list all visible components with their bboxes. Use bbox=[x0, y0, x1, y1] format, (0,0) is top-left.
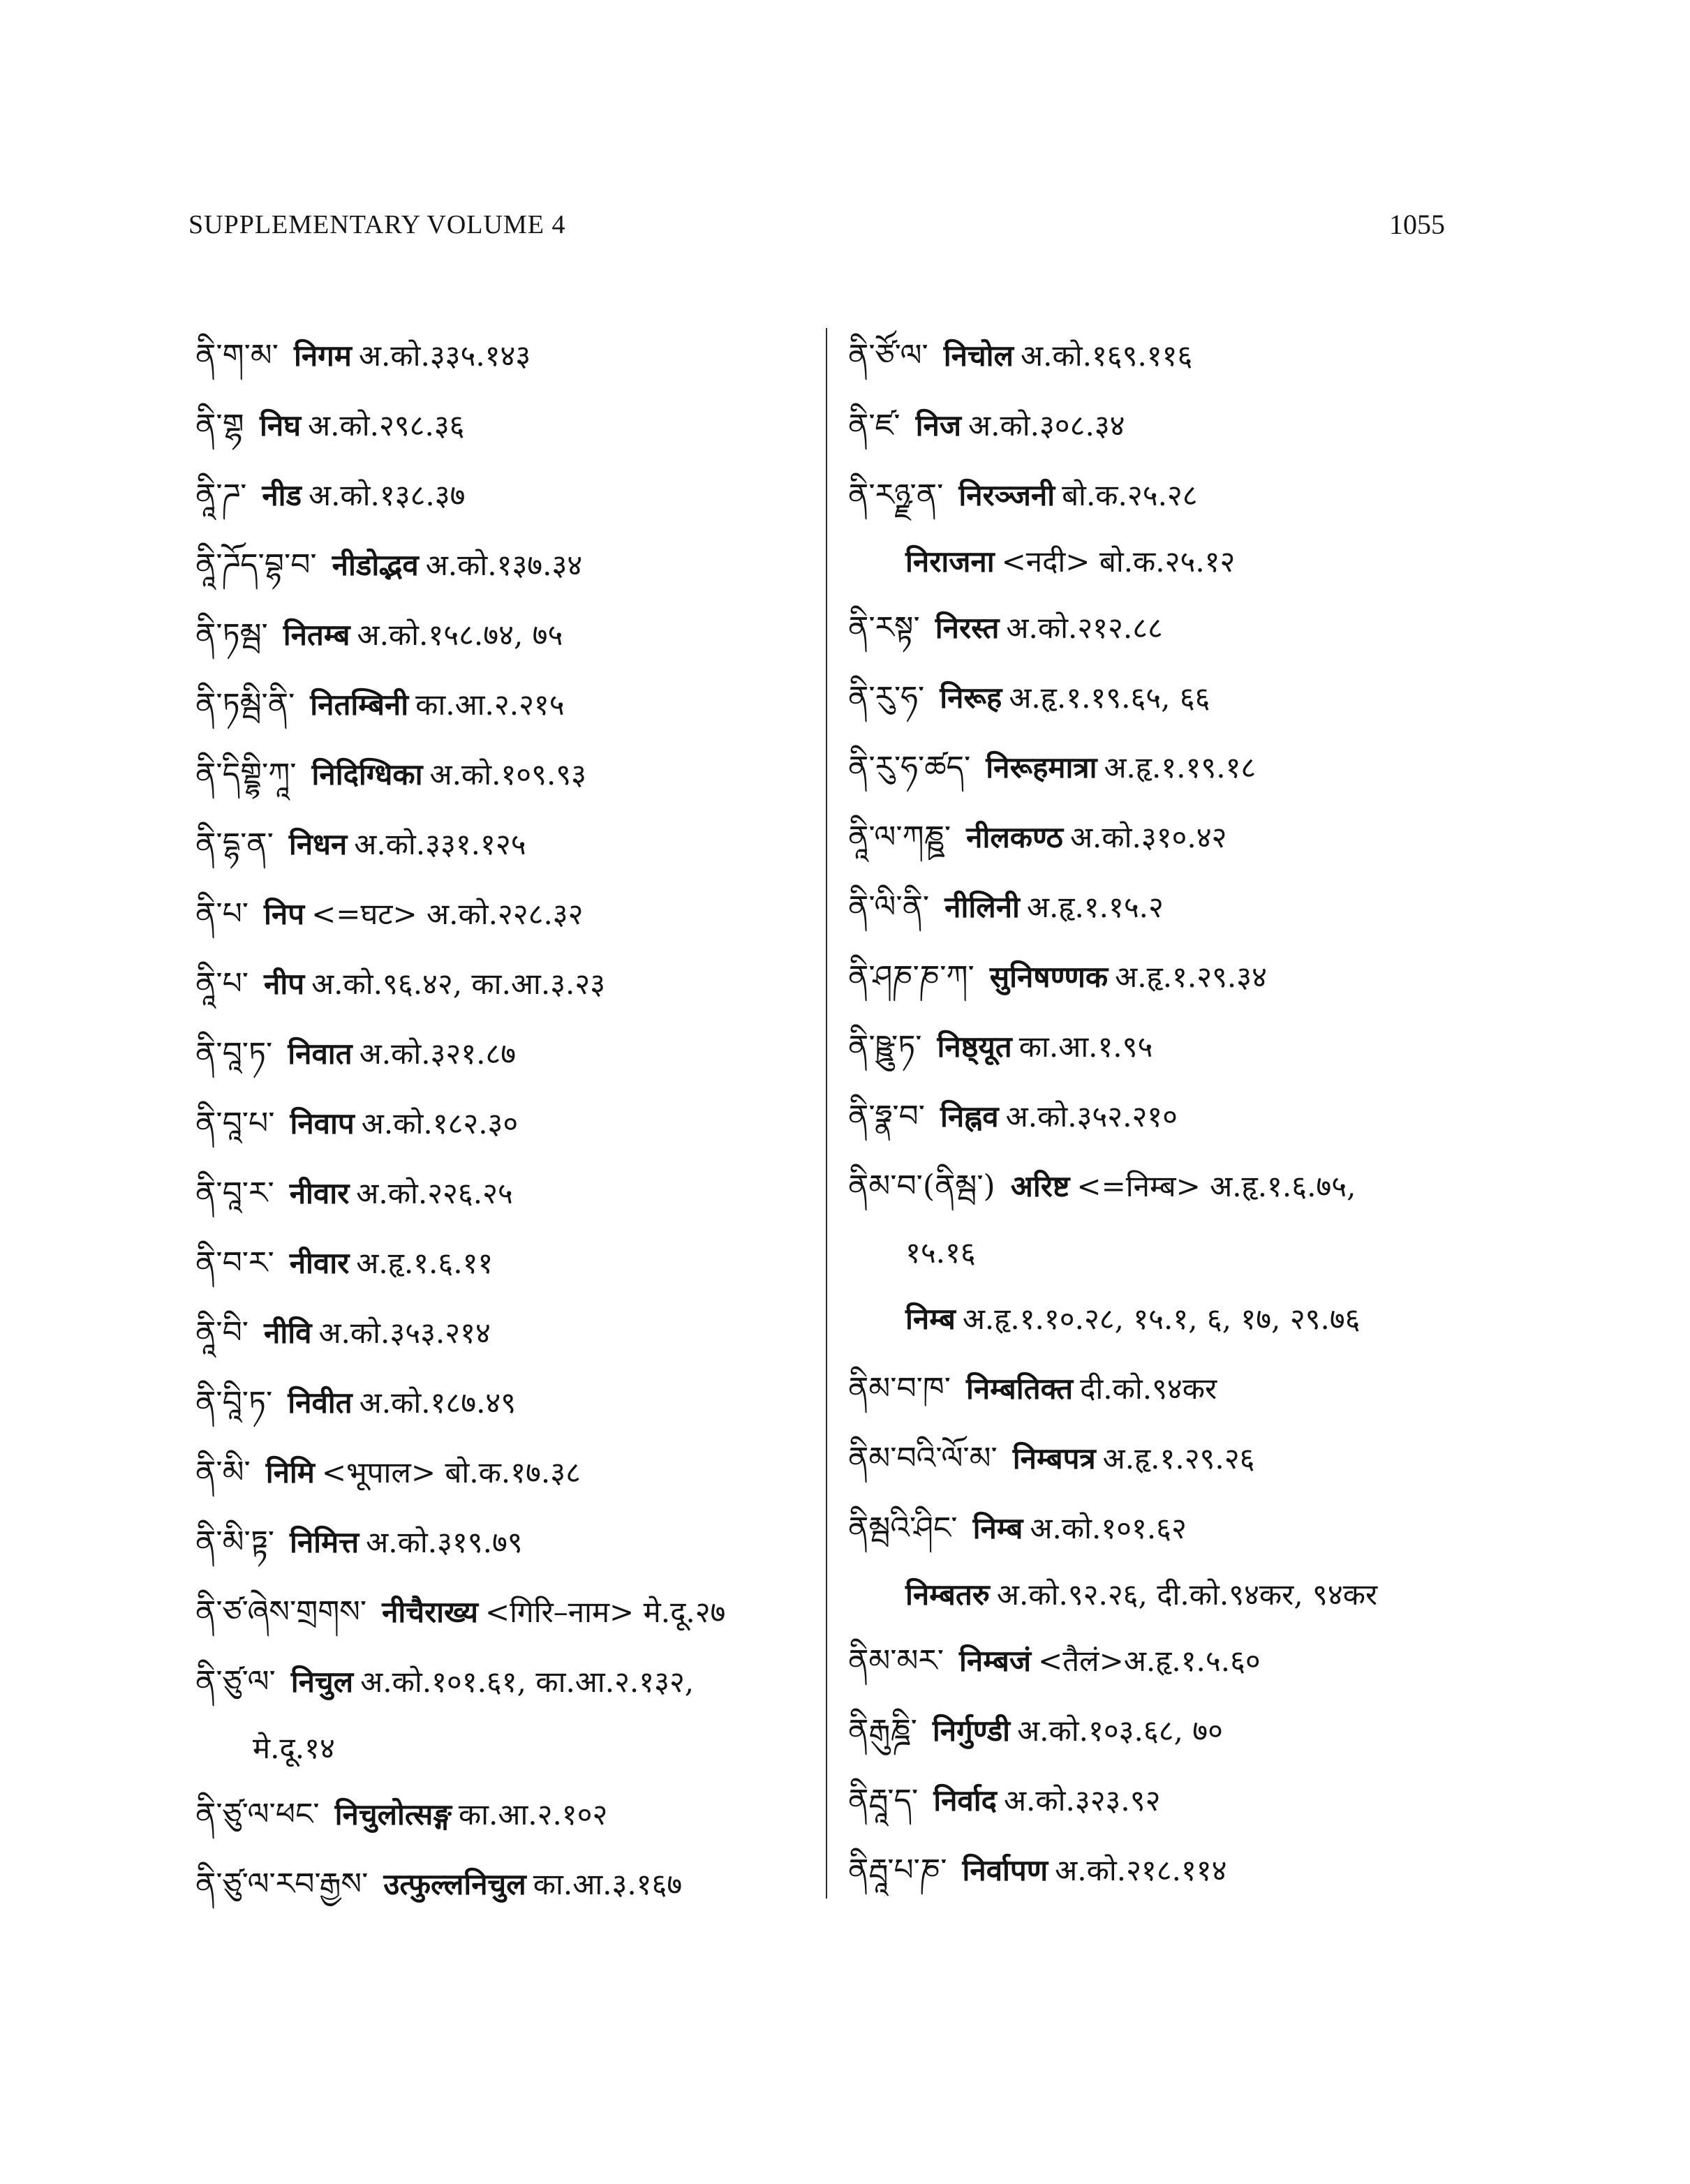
dictionary-entry bbox=[195, 1159, 817, 1228]
source-reference: अ.को.३२३.९२ bbox=[1003, 1783, 1161, 1818]
dictionary-entry bbox=[195, 670, 817, 740]
tibetan-headword: ནི་ཥྛུ་ཏ་ bbox=[848, 1029, 922, 1064]
source-reference: अ.को.१८२.३० bbox=[361, 1106, 519, 1141]
tibetan-headword: ནི་ཛ་ bbox=[848, 408, 900, 443]
sanskrit-equivalent: निम्बतरु bbox=[905, 1577, 990, 1612]
entry-continuation bbox=[848, 530, 1462, 593]
tibetan-headword: ནཱི་ལ་ཀཎྛ་ bbox=[848, 819, 951, 855]
right-column bbox=[848, 321, 1462, 1906]
dictionary-entry bbox=[848, 1284, 1462, 1354]
dictionary-entry bbox=[195, 1438, 817, 1508]
tibetan-headword: ནི་བཱ་ར་ bbox=[195, 1175, 274, 1211]
sanskrit-equivalent: निर्वाद bbox=[933, 1783, 997, 1818]
tibetan-headword: ནི་རཉྫ་ན་ bbox=[848, 477, 944, 513]
sanskrit-equivalent: सुनिषण्णक bbox=[989, 960, 1109, 994]
dictionary-entry bbox=[195, 1019, 817, 1089]
dictionary-entry bbox=[195, 1228, 817, 1298]
tibetan-headword: ནི་ཧྣ་བ་ bbox=[848, 1099, 925, 1134]
tibetan-headword: ནི་བཱི་ཏ་ bbox=[195, 1385, 273, 1420]
source-reference: अ.को.१०१.६२ bbox=[1030, 1511, 1187, 1545]
dictionary-entry bbox=[848, 733, 1462, 803]
sanskrit-equivalent: निर्गुण्डी bbox=[932, 1714, 1011, 1748]
dictionary-entry bbox=[195, 1089, 817, 1159]
sanskrit-equivalent: निम्बतिक्त bbox=[965, 1372, 1074, 1406]
source-reference: अ.को.३१९.७९ bbox=[366, 1525, 523, 1559]
tibetan-headword: ནི་དིགྡྷི་ཀཱ་ bbox=[195, 757, 297, 792]
dictionary-entry bbox=[848, 1354, 1462, 1424]
sanskrit-equivalent: निघ bbox=[260, 408, 302, 443]
sanskrit-equivalent: अरिष्ट bbox=[1010, 1169, 1070, 1203]
sanskrit-equivalent: निवीत bbox=[288, 1386, 353, 1420]
tibetan-headword: ནི་ཏམྦི་ནི་ bbox=[195, 687, 295, 722]
tibetan-headword: ནི་ཙ་ཞེས་གྲགས་ bbox=[195, 1594, 367, 1630]
source-reference: <गिरि–नाम> मे.दू.२७ bbox=[484, 1595, 726, 1629]
tibetan-headword: ནཱི་ཌོད་བྷ་བ་ bbox=[195, 547, 317, 583]
source-reference: का.आ.१.९५ bbox=[1018, 1030, 1153, 1064]
dictionary-entry bbox=[848, 872, 1462, 942]
source-reference: <भूपाल> बो.क.१७.३८ bbox=[321, 1455, 581, 1490]
tibetan-headword: ནི་བཱ་པ་ bbox=[195, 1106, 275, 1141]
source-reference: अ.को.१३७.३४ bbox=[425, 548, 583, 582]
source-reference: अ.को.३२१.८७ bbox=[359, 1037, 517, 1071]
sanskrit-equivalent: नितम्बिनी bbox=[310, 688, 409, 722]
dictionary-entry bbox=[195, 1368, 817, 1438]
tibetan-headword: ནི་ཙུ་ལ་ཕང་ bbox=[195, 1797, 320, 1832]
sanskrit-equivalent: निर्वापण bbox=[962, 1853, 1048, 1887]
dictionary-entry bbox=[848, 1766, 1462, 1836]
tibetan-headword: ནིརྒུཎྜི་ bbox=[848, 1713, 917, 1748]
sanskrit-equivalent: निगम bbox=[293, 339, 352, 373]
source-reference: अ.को.९६.४२, का.आ.३.२३ bbox=[311, 967, 606, 1001]
dictionary-entry bbox=[848, 1626, 1462, 1696]
dictionary-entry bbox=[848, 593, 1462, 663]
source-reference: अ.को.२९८.३६ bbox=[308, 408, 465, 443]
sanskrit-equivalent: निचुल bbox=[290, 1665, 354, 1699]
dictionary-entry bbox=[195, 1577, 817, 1647]
source-reference: दी.को.९४कर bbox=[1080, 1372, 1217, 1406]
entry-continuation bbox=[195, 1717, 817, 1780]
source-reference: अ.को.१०१.६१, का.आ.२.१३२, bbox=[360, 1665, 695, 1699]
dictionary-entry bbox=[848, 942, 1462, 1012]
tibetan-headword: ནི་བཱ་ཏ་ bbox=[195, 1036, 273, 1071]
sanskrit-equivalent: निम्ब bbox=[905, 1302, 956, 1336]
sanskrit-equivalent: निमि bbox=[265, 1455, 315, 1490]
source-reference: <तैलं>अ.हृ.१.५.६० bbox=[1038, 1644, 1261, 1678]
sanskrit-equivalent: नीप bbox=[264, 967, 305, 1001]
page-number: 1055 bbox=[1389, 209, 1445, 240]
sanskrit-equivalent: नीलकण्ठ bbox=[966, 820, 1063, 854]
source-reference: अ.को.१०३.६८, ७० bbox=[1017, 1714, 1223, 1748]
dictionary-entry bbox=[195, 879, 817, 949]
sanskrit-equivalent: निदिग्धिका bbox=[311, 757, 423, 792]
tibetan-headword: ནི་རུ་ཧ་ bbox=[848, 680, 925, 715]
sanskrit-equivalent: नीचैराख्य bbox=[382, 1595, 478, 1629]
sanskrit-equivalent: निरूह bbox=[940, 681, 1002, 715]
source-reference: अ.को.२२६.२५ bbox=[356, 1176, 513, 1210]
dictionary-entry bbox=[195, 1508, 817, 1577]
sanskrit-equivalent: निवाप bbox=[290, 1106, 355, 1141]
source-reference: बो.क.२५.२८ bbox=[1062, 478, 1198, 512]
dictionary-entry bbox=[195, 461, 817, 530]
sanskrit-equivalent: निधन bbox=[288, 827, 348, 861]
source-reference: <=निम्ब> अ.हृ.१.६.७५, bbox=[1076, 1169, 1356, 1203]
source-reference: अ.को.३३५.१४३ bbox=[358, 339, 531, 373]
dictionary-entry bbox=[848, 1696, 1462, 1766]
dictionary-entry bbox=[848, 1494, 1462, 1563]
dictionary-entry bbox=[848, 1012, 1462, 1082]
source-reference: अ.को.९२.२६, दी.को.९४कर, ९४कर bbox=[996, 1577, 1378, 1612]
dictionary-entry bbox=[195, 530, 817, 600]
sanskrit-equivalent: नीवार bbox=[289, 1246, 350, 1280]
source-reference: <=घट> अ.को.२२८.३२ bbox=[311, 897, 584, 931]
source-reference: अ.को.३५२.२१० bbox=[1005, 1099, 1178, 1134]
running-head: SUPPLEMENTARY VOLUME 4 bbox=[188, 210, 566, 239]
dictionary-entry bbox=[195, 1780, 817, 1850]
dictionary-entry bbox=[848, 663, 1462, 733]
dictionary-entry bbox=[848, 1152, 1462, 1221]
dictionary-entry bbox=[195, 600, 817, 670]
sanskrit-equivalent: निम्ब bbox=[972, 1511, 1023, 1545]
sanskrit-equivalent: निष्ठ्यूत bbox=[937, 1030, 1012, 1064]
dictionary-entry bbox=[195, 391, 817, 461]
tibetan-headword: ནི་ཏམྦ་ bbox=[195, 617, 268, 653]
dictionary-entry bbox=[848, 461, 1462, 530]
sanskrit-equivalent: नितम्ब bbox=[283, 618, 350, 652]
dictionary-entry bbox=[195, 321, 817, 391]
sanskrit-equivalent: निरञ्जनी bbox=[958, 478, 1055, 512]
source-reference: मे.दू.१४ bbox=[253, 1731, 335, 1765]
tibetan-headword: ནི་ལི་ནི་ bbox=[848, 889, 930, 925]
source-reference: अ.हृ.१.१०.२८, १५.१, ६, १७, २९.७६ bbox=[962, 1302, 1361, 1336]
tibetan-headword: ནིམ་མར་ bbox=[848, 1643, 944, 1679]
tibetan-headword: ནིརྦཱ་ད་ bbox=[848, 1783, 919, 1818]
sanskrit-equivalent: निमित्त bbox=[289, 1525, 360, 1559]
source-reference: अ.को.३५३.२१४ bbox=[318, 1316, 491, 1350]
sanskrit-equivalent: नीवि bbox=[264, 1316, 312, 1350]
sanskrit-equivalent: निराजना bbox=[905, 544, 995, 579]
tibetan-headword: ནི་ཙུ་ལ་ bbox=[195, 1664, 276, 1700]
tibetan-headword: ནི་ཤཎ་ཎ་ཀ་ bbox=[848, 959, 974, 995]
source-reference: अ.हृ.१.१९.१८ bbox=[1104, 750, 1257, 785]
dictionary-entry bbox=[848, 1836, 1462, 1906]
source-reference: का.आ.३.१६७ bbox=[533, 1867, 683, 1901]
tibetan-headword: ནིམྦའི་ཤིང་ bbox=[848, 1510, 958, 1546]
source-reference: अ.को.१३८.३७ bbox=[308, 478, 466, 512]
sanskrit-equivalent: निवात bbox=[288, 1037, 353, 1071]
source-reference: का.आ.२.२१५ bbox=[415, 688, 565, 722]
left-column bbox=[195, 321, 817, 1919]
source-reference: अ.हृ.१.२९.३४ bbox=[1115, 960, 1267, 994]
sanskrit-equivalent: नीड bbox=[262, 478, 302, 512]
source-reference: अ.हृ.१.१९.६५, ६६ bbox=[1009, 681, 1210, 715]
sanskrit-equivalent: निम्बजं bbox=[959, 1644, 1032, 1678]
tibetan-headword: ནི་ག་མ་ bbox=[195, 338, 279, 373]
column-divider bbox=[826, 328, 827, 1899]
tibetan-headword: ནི་རསྟ་ bbox=[848, 610, 920, 646]
dictionary-entry bbox=[848, 1082, 1462, 1152]
tibetan-headword: ནི་དྷ་ན་ bbox=[195, 826, 274, 862]
source-reference: अ.हृ.१.१५.२ bbox=[1026, 890, 1164, 924]
dictionary-entry bbox=[848, 391, 1462, 461]
source-reference: अ.को.३१०.४२ bbox=[1069, 820, 1227, 854]
sanskrit-equivalent: नीडोद्भव bbox=[332, 548, 419, 582]
source-reference: अ.को.१५८.७४, ७५ bbox=[357, 618, 563, 652]
source-reference: अ.को.१६९.११६ bbox=[1021, 339, 1193, 373]
sanskrit-equivalent: निचुलोत्सङ्ग bbox=[334, 1797, 452, 1832]
tibetan-headword: ནི་ཙུ་ལ་རབ་རྒྱས་ bbox=[195, 1866, 369, 1902]
sanskrit-equivalent: नीवार bbox=[289, 1176, 350, 1210]
tibetan-headword: ནིམ་བ་ཁ་ bbox=[848, 1371, 951, 1406]
dictionary-entry bbox=[848, 321, 1462, 391]
sanskrit-equivalent: निह्नव bbox=[940, 1099, 999, 1134]
source-reference: अ.हृ.१.२९.२६ bbox=[1102, 1441, 1255, 1476]
dictionary-entry bbox=[195, 740, 817, 810]
tibetan-headword: ནཱི་པ་ bbox=[195, 966, 249, 1002]
tibetan-headword: ནི་རུ་ཧ་ཚད་ bbox=[848, 750, 971, 785]
sanskrit-equivalent: निरस्त bbox=[935, 611, 1000, 645]
dictionary-entry bbox=[195, 1850, 817, 1919]
sanskrit-equivalent: निरूहमात्रा bbox=[986, 750, 1097, 785]
source-reference: अ.हृ.१.६.११ bbox=[356, 1246, 494, 1280]
dictionary-entry bbox=[848, 1424, 1462, 1494]
dictionary-entry bbox=[195, 949, 817, 1019]
tibetan-headword: ནི་གྷ bbox=[195, 408, 245, 443]
tibetan-headword: ནི་མི་ཏྟ་ bbox=[195, 1524, 274, 1560]
tibetan-headword: ནཱི་བི་ bbox=[195, 1315, 249, 1351]
source-reference: का.आ.२.१०२ bbox=[458, 1797, 608, 1832]
sanskrit-equivalent: निम्बपत्र bbox=[1012, 1441, 1096, 1476]
tibetan-headword: ནི་མི་ bbox=[195, 1455, 251, 1490]
source-reference: अ.को.३०८.३४ bbox=[968, 408, 1125, 443]
dictionary-entry bbox=[195, 810, 817, 879]
tibetan-headword: ནི་བ་ར་ bbox=[195, 1245, 274, 1281]
source-reference: अ.को.३३१.१२५ bbox=[354, 827, 526, 861]
source-reference: अ.को.१८७.४९ bbox=[359, 1386, 517, 1420]
source-reference: १५.१६ bbox=[905, 1235, 976, 1270]
source-reference: अ.को.२१८.११४ bbox=[1055, 1853, 1227, 1887]
source-reference: अ.को.२१२.८८ bbox=[1006, 611, 1163, 645]
source-reference: अ.को.१०९.९३ bbox=[429, 757, 586, 792]
sanskrit-equivalent: निप bbox=[264, 897, 305, 931]
dictionary-entry bbox=[848, 803, 1462, 872]
sanskrit-equivalent: निज bbox=[915, 408, 962, 443]
sanskrit-equivalent: उत्फुल्लनिचुल bbox=[383, 1867, 526, 1901]
dictionary-entry bbox=[195, 1647, 817, 1717]
tibetan-headword: ནིམ་བའི་ལོ་མ་ bbox=[848, 1441, 998, 1476]
tibetan-headword: ནཱི་ཌ་ bbox=[195, 477, 247, 513]
tibetan-headword: ནི་པ་ bbox=[195, 896, 249, 932]
dictionary-entry bbox=[195, 1298, 817, 1368]
source-reference: <नदी> बो.क.२५.१२ bbox=[1001, 544, 1236, 579]
sanskrit-equivalent: नीलिनी bbox=[944, 890, 1020, 924]
entry-continuation bbox=[848, 1221, 1462, 1284]
sanskrit-equivalent: निचोल bbox=[943, 339, 1014, 373]
tibetan-headword: ནི་ཙོ་ལ་ bbox=[848, 338, 928, 373]
tibetan-headword: ནིམ་བ་(ནིམྦ་) bbox=[848, 1168, 995, 1204]
entry-continuation bbox=[848, 1563, 1462, 1626]
tibetan-headword: ནིརྦཱ་པ་ཎ་ bbox=[848, 1852, 947, 1888]
